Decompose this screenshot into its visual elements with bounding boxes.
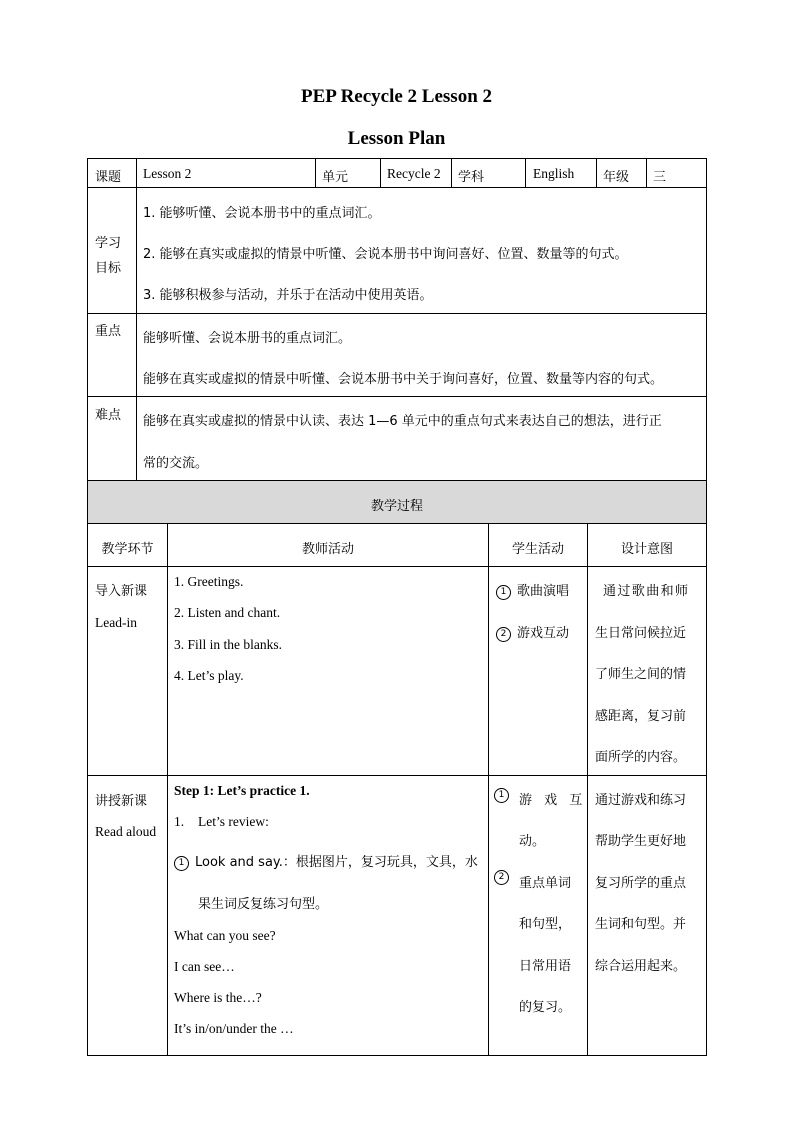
review-number: 1.: [174, 814, 185, 829]
topic-label: 课题: [95, 170, 122, 185]
lead-in-intent-line: 通过歌曲和师: [603, 584, 690, 599]
circled-number: 2: [494, 870, 509, 885]
table-border: [587, 523, 588, 1056]
sentence-pattern: What can you see?: [174, 928, 276, 943]
difficulties-label: 难点: [95, 408, 122, 423]
presentation-student-line: 的复习。: [519, 1000, 572, 1015]
presentation-intent-line: 通过游戏和练习: [595, 793, 687, 808]
difficulty-line: 常的交流。: [143, 456, 209, 471]
table-border: [525, 158, 526, 188]
objectives-label: 学习: [95, 236, 122, 251]
key-points-label: 重点: [95, 324, 122, 339]
lead-in-student-text: 游戏互动: [517, 626, 570, 641]
col-header-teacher: 教师活动: [301, 542, 354, 557]
unit-label: 单元: [322, 170, 349, 185]
table-border: [136, 187, 137, 481]
table-border: [646, 158, 647, 188]
table-border: [380, 158, 381, 188]
objective-item: 1. 能够听懂、会说本册书中的重点词汇。: [143, 206, 381, 221]
sentence-pattern: I can see…: [174, 959, 235, 974]
presentation-intent-line: 生词和句型。并: [595, 917, 687, 932]
table-border: [87, 566, 707, 567]
table-border: [315, 158, 316, 188]
presentation-intent-line: 帮助学生更好地: [595, 834, 687, 849]
table-border: [87, 187, 707, 188]
lead-in-teacher-item: 2. Listen and chant.: [174, 605, 281, 620]
grade-value: 三: [653, 170, 667, 185]
lead-in-teacher-item: 1. Greetings.: [174, 574, 244, 589]
table-border: [87, 775, 707, 776]
sentence-pattern: Where is the…?: [174, 990, 262, 1005]
table-border: [87, 480, 707, 481]
document-title: PEP Recycle 2 Lesson 2: [300, 86, 493, 107]
lead-in-student-item: [496, 622, 569, 642]
table-border: [451, 158, 452, 188]
lead-in-intent-line: 面所学的内容。: [595, 750, 687, 765]
review-title: Let’s review:: [198, 814, 269, 829]
grade-label: 年级: [603, 170, 630, 185]
presentation-intent-line: 复习所学的重点: [595, 876, 687, 891]
table-border: [87, 313, 707, 314]
subject-value: English: [533, 166, 575, 181]
lead-in-stage-cn: 导入新课: [95, 584, 148, 599]
col-header-student: 学生活动: [511, 542, 564, 557]
presentation-student-line: 动。: [519, 834, 546, 849]
look-and-say-line2: 果生词反复练习句型。: [198, 897, 329, 912]
presentation-student-line: 和句型，: [519, 917, 572, 932]
lead-in-intent-line: 生日常问候拉近: [595, 626, 687, 641]
unit-value: Recycle 2: [387, 166, 441, 181]
lead-in-teacher-item: 4. Let’s play.: [174, 668, 244, 683]
presentation-intent-line: 综合运用起来。: [595, 959, 687, 974]
table-border: [87, 158, 88, 1056]
table-border: [87, 158, 707, 159]
lead-in-intent-line: 了师生之间的情: [595, 667, 687, 682]
key-point-line: 能够听懂、会说本册书的重点词汇。: [143, 331, 352, 346]
sentence-pattern: It’s in/on/under the …: [174, 1021, 294, 1036]
circled-number: 1: [496, 585, 511, 600]
presentation-stage-en: Read aloud: [95, 824, 157, 839]
table-border: [87, 1055, 707, 1056]
document-subtitle: Lesson Plan: [347, 128, 446, 149]
table-border: [706, 158, 707, 1056]
objectives-label: 目标: [95, 261, 122, 276]
look-and-say-line: [174, 851, 478, 871]
topic-value: Lesson 2: [143, 166, 192, 181]
presentation-student-line: 日常用语: [519, 959, 572, 974]
presentation-student-line: 游 戏 互: [519, 793, 587, 808]
process-header: 教学过程: [370, 499, 423, 514]
difficulty-line: 能够在真实或虚拟的情景中认读、表达 1—6 单元中的重点句式来表达自己的想法，进行正: [143, 414, 662, 429]
presentation-student-line: 重点单词: [519, 876, 572, 891]
table-border: [136, 158, 137, 188]
table-border: [488, 523, 489, 1056]
look-and-say-text: Look and say.：根据图片，复习玩具，文具，水: [195, 855, 478, 870]
table-border: [596, 158, 597, 188]
objective-item: 2. 能够在真实或虚拟的情景中听懂、会说本册书中询问喜好、位置、数量等的句式。: [143, 247, 628, 262]
table-border: [167, 523, 168, 1056]
table-border: [87, 523, 707, 524]
circled-number: 1: [494, 788, 509, 803]
lead-in-teacher-item: 3. Fill in the blanks.: [174, 637, 282, 652]
lead-in-student-text: 歌曲演唱: [517, 584, 570, 599]
table-border: [87, 396, 707, 397]
lead-in-intent-line: 感距离，复习前: [595, 709, 687, 724]
lead-in-student-item: [496, 580, 569, 600]
circled-number: 1: [174, 856, 189, 871]
subject-label: 学科: [458, 170, 485, 185]
col-header-intent: 设计意图: [620, 542, 673, 557]
circled-number: 2: [496, 627, 511, 642]
col-header-stage: 教学环节: [101, 542, 154, 557]
presentation-stage-cn: 讲授新课: [95, 794, 148, 809]
key-point-line: 能够在真实或虚拟的情景中听懂、会说本册书中关于询问喜好，位置、数量等内容的句式。: [143, 372, 664, 387]
step-title: Step 1: Let’s practice 1.: [174, 783, 310, 798]
lead-in-stage-en: Lead-in: [95, 615, 137, 630]
objective-item: 3. 能够积极参与活动，并乐于在活动中使用英语。: [143, 288, 433, 303]
